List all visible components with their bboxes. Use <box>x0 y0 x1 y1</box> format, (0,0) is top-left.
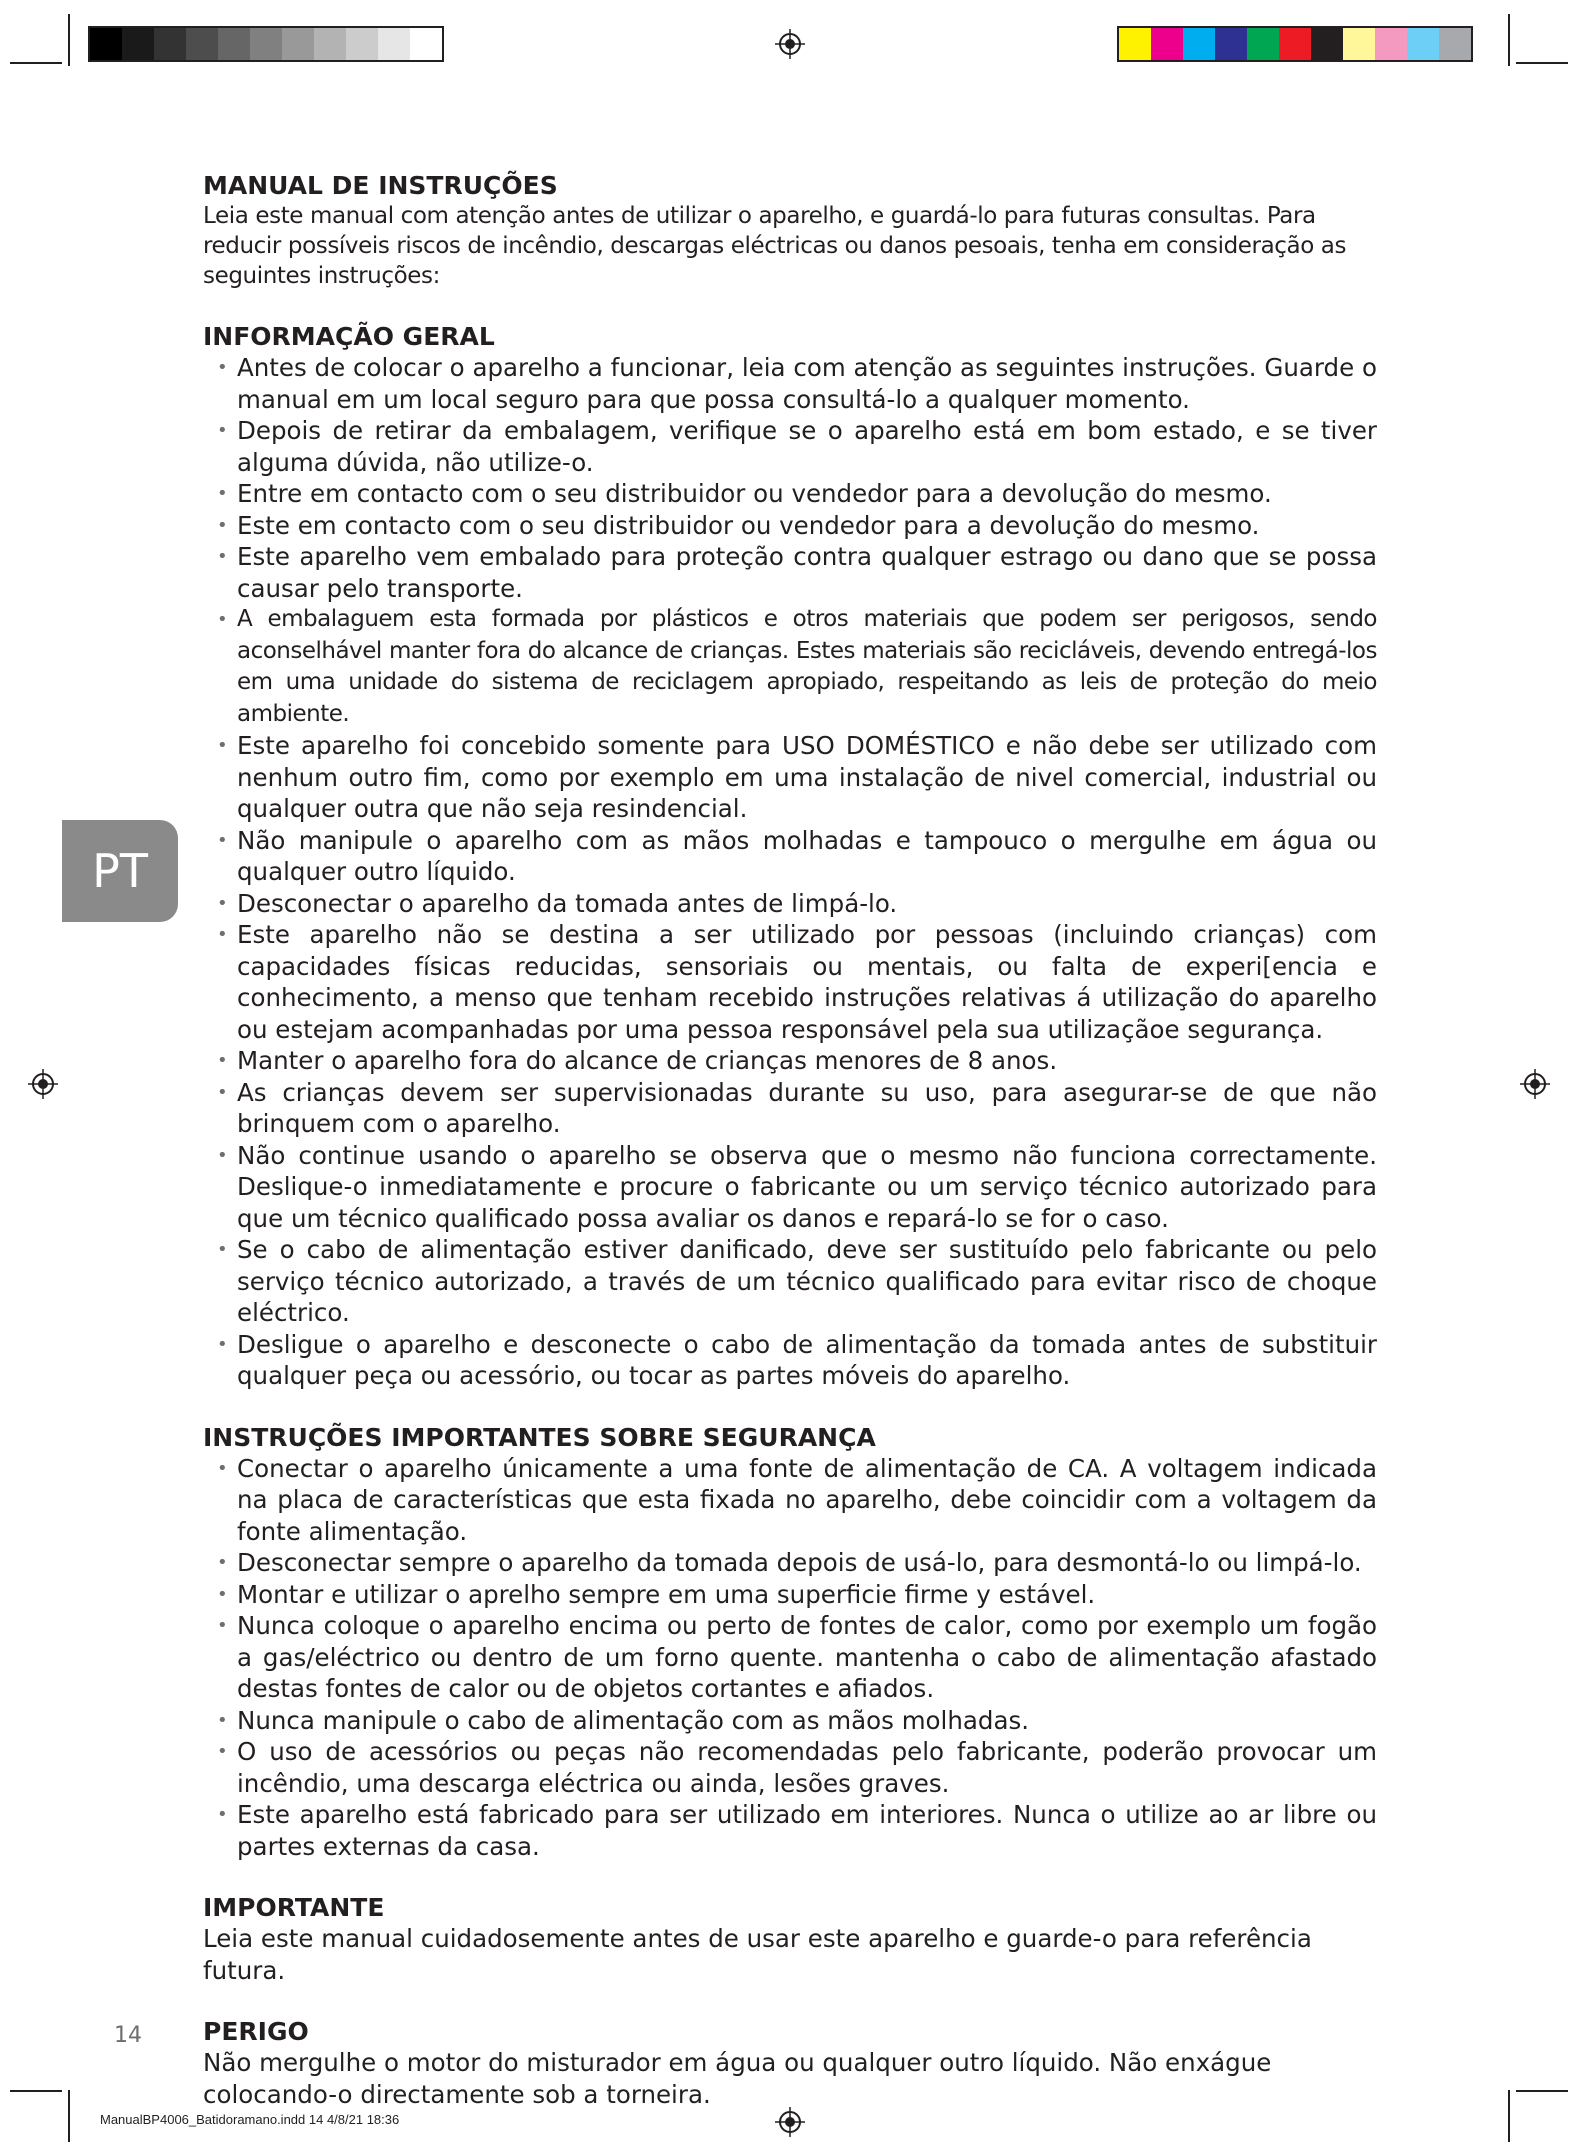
grayscale-bar <box>88 26 444 62</box>
list-item: • Entre em contacto com o seu distribuidor ou vendedor para a devolução do mesmo. <box>203 478 1377 510</box>
list-item: • Desconectar o aparelho da tomada antes de limpá-lo. <box>203 888 1377 920</box>
color-swatch <box>410 28 442 60</box>
crop-mark <box>1508 2090 1510 2142</box>
list-item: • Manter o aparelho fora do alcance de crianças menores de 8 anos. <box>203 1045 1377 1077</box>
list-item: • Este aparelho está fabricado para ser utilizado em interiores. Nunca o utilize ao ar libre ou partes externas da casa. <box>203 1799 1377 1862</box>
color-swatch <box>1151 28 1183 60</box>
crop-mark <box>1508 14 1510 66</box>
danger-text: Não mergulhe o motor do misturador em água ou qualquer outro líquido. Não enxágue colocando-o directamente sob a torneira. <box>203 2048 1272 2109</box>
registration-mark-icon <box>28 1069 58 1099</box>
list-item: • A embalaguem esta formada por plásticos e otros materiais que podem ser perigosos, sendo aconselhável manter fora do alcance de crianças. Estes materiais são recicláveis, devendo entregá-los em uma unidade do sistema de reciclagem apropiado, respeitando as leis de proteção do meio ambiente. <box>203 604 1377 730</box>
danger-section <box>203 2016 1377 2110</box>
important-section <box>203 1892 1377 1986</box>
list-item: • As crianças devem ser supervisionadas durante su uso, para asegurar-se de que não brinquem com o aparelho. <box>203 1077 1377 1140</box>
safety-list <box>203 1453 1377 1863</box>
list-item: • Este aparelho vem embalado para proteção contra qualquer estrago ou dano que se possa causar pelo transporte. <box>203 541 1377 604</box>
color-swatch <box>1247 28 1279 60</box>
safety-heading: INSTRUÇÕES IMPORTANTES SOBRE SEGURANÇA <box>203 1422 876 1452</box>
registration-mark-icon <box>1520 1069 1550 1099</box>
print-slug: ManualBP4006_Batidoramano.indd 14 4/8/21 18:36 <box>100 2112 400 2127</box>
list-item: • Este aparelho foi concebido somente para USO DOMÉSTICO e não debe ser utilizado com nenhum outro fim, como por exemplo em uma instalação de nivel comercial, industrial ou qualquer outra que não seja resindencial. <box>203 730 1377 825</box>
color-bar <box>1117 26 1473 62</box>
crop-mark <box>1516 62 1568 64</box>
list-item: • Não continue usando o aparelho se observa que o mesmo não funciona correctamente. Deslique-o inmediatamente e procure o fabricante ou um serviço técnico autorizado para que um técnico qualificado possa avaliar os danos e repará-lo se for o caso. <box>203 1140 1377 1235</box>
list-item: • O uso de acessórios ou peças não recomendadas pelo fabricante, poderão provocar um incêndio, uma descarga eléctrica ou ainda, lesões graves. <box>203 1736 1377 1799</box>
manual-content <box>203 170 1377 2140</box>
list-item: • Conectar o aparelho únicamente a uma fonte de alimentação de CA. A voltagem indicada na placa de características que esta fixada no aparelho, debe coincidir com a voltagem da fonte alimentação. <box>203 1453 1377 1548</box>
color-swatch <box>1375 28 1407 60</box>
list-item: • Desconectar sempre o aparelho da tomada depois de usá-lo, para desmontá-lo ou limpá-lo. <box>203 1547 1377 1579</box>
list-item: • Depois de retirar da embalagem, verifique se o aparelho está em bom estado, e se tiver alguma dúvida, não utilize-o. <box>203 415 1377 478</box>
list-item: • Antes de colocar o aparelho a funcionar, leia com atenção as seguintes instruções. Guarde o manual em um local seguro para que possa consultá-lo a qualquer momento. <box>203 352 1377 415</box>
color-swatch <box>378 28 410 60</box>
color-swatch <box>1343 28 1375 60</box>
language-tab: PT <box>62 820 178 922</box>
danger-heading: PERIGO <box>203 2017 309 2046</box>
color-swatch <box>346 28 378 60</box>
color-swatch <box>1183 28 1215 60</box>
important-heading: IMPORTANTE <box>203 1893 385 1922</box>
color-swatch <box>1407 28 1439 60</box>
general-section <box>203 321 1377 1392</box>
crop-mark <box>10 62 62 64</box>
general-list <box>203 352 1377 1392</box>
manual-heading: MANUAL DE INSTRUÇÕES <box>203 171 558 200</box>
color-swatch <box>282 28 314 60</box>
color-swatch <box>1279 28 1311 60</box>
crop-mark <box>68 2090 70 2142</box>
list-item: • Montar e utilizar o aprelho sempre em uma superficie firme y estável. <box>203 1579 1377 1611</box>
color-swatch <box>218 28 250 60</box>
color-swatch <box>1439 28 1471 60</box>
color-swatch <box>186 28 218 60</box>
color-swatch <box>1215 28 1247 60</box>
color-swatch <box>314 28 346 60</box>
list-item: • Desligue o aparelho e desconecte o cabo de alimentação da tomada antes de substituir qualquer peça ou acessório, ou tocar as partes móveis do aparelho. <box>203 1329 1377 1392</box>
list-item: • Este aparelho não se destina a ser utilizado por pessoas (incluindo crianças) com capacidades físicas reducidas, sensoriais ou mentais, ou falta de experi[encia e conhecimento, a menso que tenham recebido instruções relativas á utilização do aparelho ou estejam acompanhadas por uma pessoa responsável pela sua utilizaçãoe segurança. <box>203 919 1377 1045</box>
color-swatch <box>1311 28 1343 60</box>
manual-intro: Leia este manual com atenção antes de utilizar o aparelho, e guardá-lo para futuras consultas. Para reducir possíveis riscos de incêndio, descargas eléctricas ou danos pesoais, tenha em consideração as seguintes instruções: <box>203 203 1347 289</box>
color-swatch <box>154 28 186 60</box>
manual-section <box>203 170 1377 291</box>
important-text: Leia este manual cuidadosemente antes de usar este aparelho e guarde-o para referência futura. <box>203 1924 1312 1985</box>
color-swatch <box>250 28 282 60</box>
crop-mark <box>10 2090 62 2092</box>
color-swatch <box>122 28 154 60</box>
list-item: • Não manipule o aparelho com as mãos molhadas e tampouco o mergulhe em água ou qualquer outro líquido. <box>203 825 1377 888</box>
color-swatch <box>90 28 122 60</box>
general-heading: INFORMAÇÃO GERAL <box>203 322 495 351</box>
crop-mark <box>1516 2090 1568 2092</box>
color-swatch <box>1119 28 1151 60</box>
list-item: • Nunca manipule o cabo de alimentação com as mãos molhadas. <box>203 1705 1377 1737</box>
page-number: 14 <box>114 2023 142 2048</box>
crop-mark <box>68 14 70 66</box>
list-item: • Este em contacto com o seu distribuidor ou vendedor para a devolução do mesmo. <box>203 510 1377 542</box>
list-item: • Se o cabo de alimentação estiver danificado, deve ser sustituído pelo fabricante ou pelo serviço técnico autorizado, a través de um técnico qualificado para evitar risco de choque eléctrico. <box>203 1234 1377 1329</box>
registration-mark-icon <box>775 29 805 59</box>
safety-section <box>203 1422 1377 1863</box>
list-item: • Nunca coloque o aparelho encima ou perto de fontes de calor, como por exemplo um fogão a gas/eléctrico ou dentro de um forno quente. mantenha o cabo de alimentação afastado destas fontes de calor ou de objetos cortantes e afiados. <box>203 1610 1377 1705</box>
